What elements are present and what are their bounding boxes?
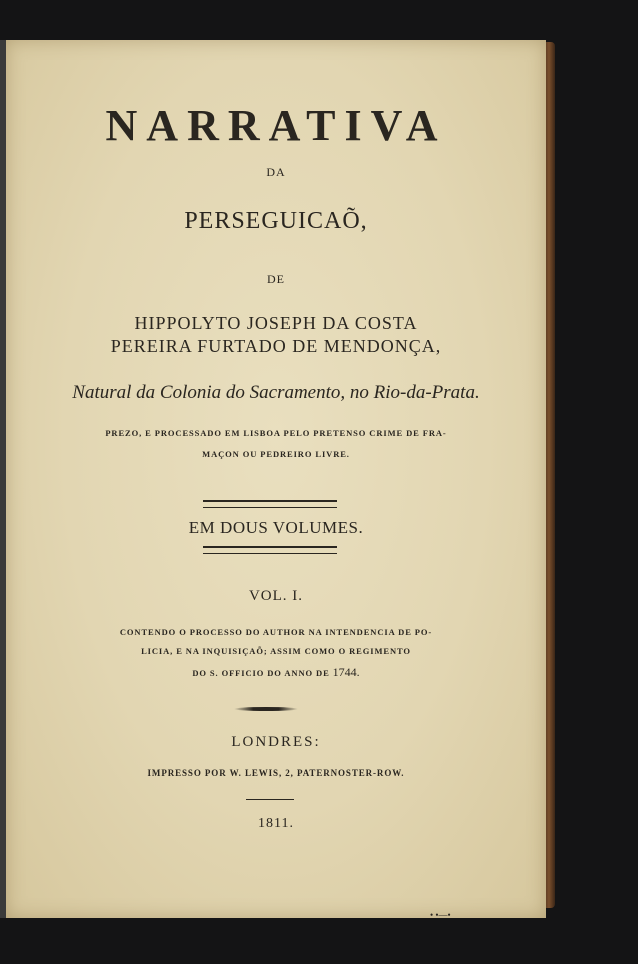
imprisonment-note-line2: MAÇON OU PEDREIRO LIVRE. [202,449,350,459]
imprisonment-note-line1: PREZO, E PROCESSADO EM LISBOA PELO PRETENSO CRIME DE FRA- [105,428,447,438]
contents-year: 1744. [332,665,360,679]
contents-line3 [6,665,546,680]
place-of-publication: LONDRES: [231,734,321,750]
ornament-divider [234,707,298,711]
author-name-line2: PEREIRA FURTADO DE MENDONÇA, [110,336,442,356]
title-page [6,40,546,918]
contents-line1: CONTENDO O PROCESSO DO AUTHOR NA INTENDENCIA DE PO- [119,627,433,637]
author-name-line1: HIPPOLYTO JOSEPH DA COSTA [134,313,418,333]
short-rule [246,799,294,800]
contents-line3-text: DO S. OFFICIO DO ANNO DE [192,668,330,678]
author-origin: Natural da Colonia do Sacramento, no Rio-da-Prata. [72,382,480,403]
volume-number: VOL. I. [248,588,304,604]
book-cover-edge [545,42,555,908]
publication-year: 1811. [258,816,294,831]
title-connector-da: DA [266,165,286,179]
book-subtitle: PERSEGUICAÕ, [184,208,368,234]
printer-line: IMPRESSO POR W. LEWIS, 2, PATERNOSTER-ROW. [147,768,405,778]
book-title: NARRATIVA [105,101,447,150]
volumes-note: EM DOUS VOLUMES. [188,518,364,537]
double-rule-top [203,500,337,508]
double-rule-bottom [203,546,337,554]
page-speck-marks: • •—• [430,910,451,920]
contents-line2: LICIA, E NA INQUISIÇAÕ; ASSIM COMO O REGIMENTO [141,646,411,656]
author-connector-de: DE [267,272,285,286]
